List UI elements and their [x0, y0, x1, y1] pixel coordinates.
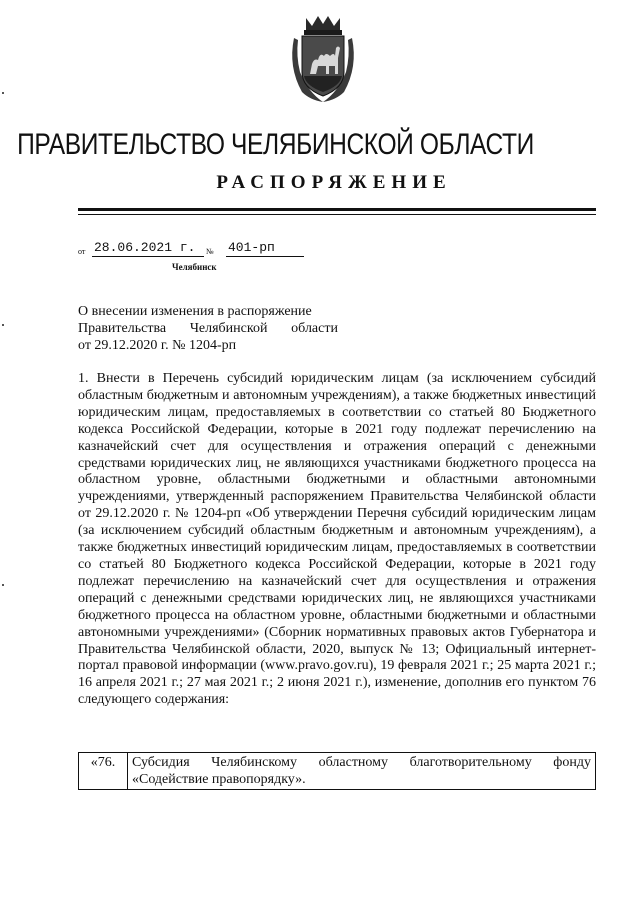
table-cell-text: Субсидия Челябинскому областному благотворительному фонду «Содействие правопорядку».: [128, 753, 596, 790]
table-cell-number: «76.: [79, 753, 128, 790]
document-city: Челябинск: [172, 262, 217, 272]
subject-line-2: [78, 320, 338, 337]
header-rule-thick: [78, 208, 596, 211]
scan-speck: [2, 584, 4, 586]
table-row: [79, 753, 596, 790]
document-number: 401-рп: [226, 240, 304, 257]
date-prefix: от: [78, 247, 86, 256]
document-type-title: РАСПОРЯЖЕНИЕ: [216, 172, 452, 193]
number-prefix: №: [206, 247, 214, 256]
body-paragraph: 1. Внести в Перечень субсидий юридическим лицам (за исключением субсидий областным бюджетным и автономным учреждениям), а также бюджетных инвестиций юридическим лицам, предоставляемых в соответствии со статьей 80 Бюджетного кодекса Российской Федерации, которые в 2021 году подлежат перечислению на казначейский счет для осуществления и отражения операций с денежными средствами юридических лиц, не являющихся участниками бюджетного процесса на областном уровне, областными бюджетными и областными автономными учреждениями, утвержденный распоряжением Правительства Челябинской области от 29.12.2020 г. № 1204-рп «Об утверждении Перечня субсидий юридическим лицам (за исключением субсидий областным бюджетным и автономным учреждениям), а также бюджетных инвестиций юридическим лицам, предоставляемых в соответствии со статьей 80 Бюджетного кодекса Российской Федерации, которые в 2021 году подлежат перечислению на казначейский счет для осуществления и отражения операций с денежными средствами юридических лиц, не являющихся участниками бюджетного процесса на областном уровне, областными бюджетными и областными автономными учреждениями» (Сборник нормативных правовых актов Губернатора и Правительства Челябинской области, 2020, выпуск № 13; Официальный интернет-портал правовой информации (www.pravo.gov.ru), 19 февраля 2021 г.; 25 марта 2021 г.; 16 апреля 2021 г.; 27 мая 2021 г.; 2 июня 2021 г.), изменение, дополнив его пунктом 76 следующего содержания:: [78, 371, 596, 708]
scan-speck: [2, 324, 4, 326]
subject-line-3: от 29.12.2020 г. № 1204-рп: [78, 338, 237, 353]
document-subject: [78, 303, 338, 354]
subject-line-1: О внесении изменения в распоряжение: [78, 304, 312, 319]
scan-speck: [2, 92, 4, 94]
document-date-number-row: [78, 238, 378, 260]
coat-of-arms-emblem: [288, 12, 358, 104]
subject-word: области: [291, 321, 338, 336]
header-rule-thin: [78, 214, 596, 215]
document-date: 28.06.2021 г.: [92, 240, 204, 257]
amendment-table: [78, 752, 596, 790]
government-title: ПРАВИТЕЛЬСТВО ЧЕЛЯБИНСКОЙ ОБЛАСТИ: [17, 128, 534, 161]
subject-word: Челябинской: [189, 321, 268, 336]
subject-word: Правительства: [78, 321, 167, 336]
